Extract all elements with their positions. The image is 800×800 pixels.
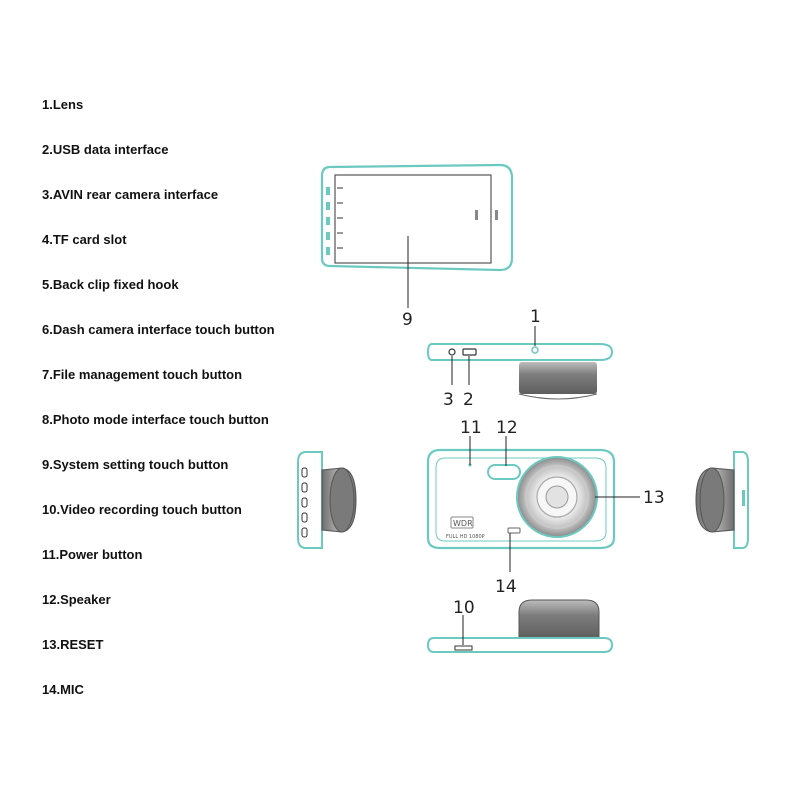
video-record-button (455, 646, 472, 650)
wdr-label: WDR (453, 519, 473, 528)
callout-1: 1 (530, 307, 541, 327)
lens-barrel-bottom-view (519, 600, 599, 638)
lens-barrel-top-view (519, 362, 597, 394)
touch-buttons-column (326, 187, 330, 255)
left-side-view (298, 452, 356, 548)
avin-port-icon (449, 349, 455, 355)
callout-14: 14 (495, 577, 517, 597)
legend-item-video-recording-button: 10.Video recording touch button (42, 502, 242, 517)
legend-item-dash-camera-button: 6.Dash camera interface touch button (42, 322, 275, 337)
legend-item-system-setting-button: 9.System setting touch button (42, 457, 229, 472)
legend-item-usb: 2.USB data interface (42, 142, 169, 157)
callout-12: 12 (496, 418, 518, 438)
back-view (322, 165, 512, 330)
lens-top-marker (532, 347, 538, 353)
legend-item-speaker: 12.Speaker (42, 592, 111, 607)
right-side-view (696, 452, 748, 548)
callout-9: 9 (402, 310, 413, 330)
callout-2: 2 (463, 390, 474, 410)
tf-card-slot (742, 490, 745, 506)
legend-item-photo-mode-button: 8.Photo mode interface touch button (42, 412, 269, 427)
bottom-view (428, 598, 612, 652)
callout-10: 10 (453, 598, 475, 618)
legend-item-mic: 14.MIC (42, 682, 84, 697)
front-view (428, 418, 665, 597)
full-hd-label: FULL HD 1080P (446, 534, 485, 540)
legend-item-lens: 1.Lens (42, 97, 84, 112)
usb-port-icon (463, 349, 476, 355)
legend-item-reset: 13.RESET (42, 637, 104, 652)
callout-11: 11 (460, 418, 482, 438)
side-buttons (302, 468, 307, 537)
legend-item-file-management-button: 7.File management touch button (42, 367, 243, 382)
legend-item-tf-slot: 4.TF card slot (42, 232, 127, 247)
callout-3: 3 (443, 390, 454, 410)
legend-item-back-clip: 5.Back clip fixed hook (42, 277, 179, 292)
legend-item-power-button: 11.Power button (42, 547, 143, 562)
callout-13: 13 (643, 488, 665, 508)
top-view (428, 307, 612, 410)
mic-hole (508, 528, 520, 533)
legend-item-avin: 3.AVIN rear camera interface (42, 187, 219, 202)
speaker-grille (488, 465, 520, 479)
